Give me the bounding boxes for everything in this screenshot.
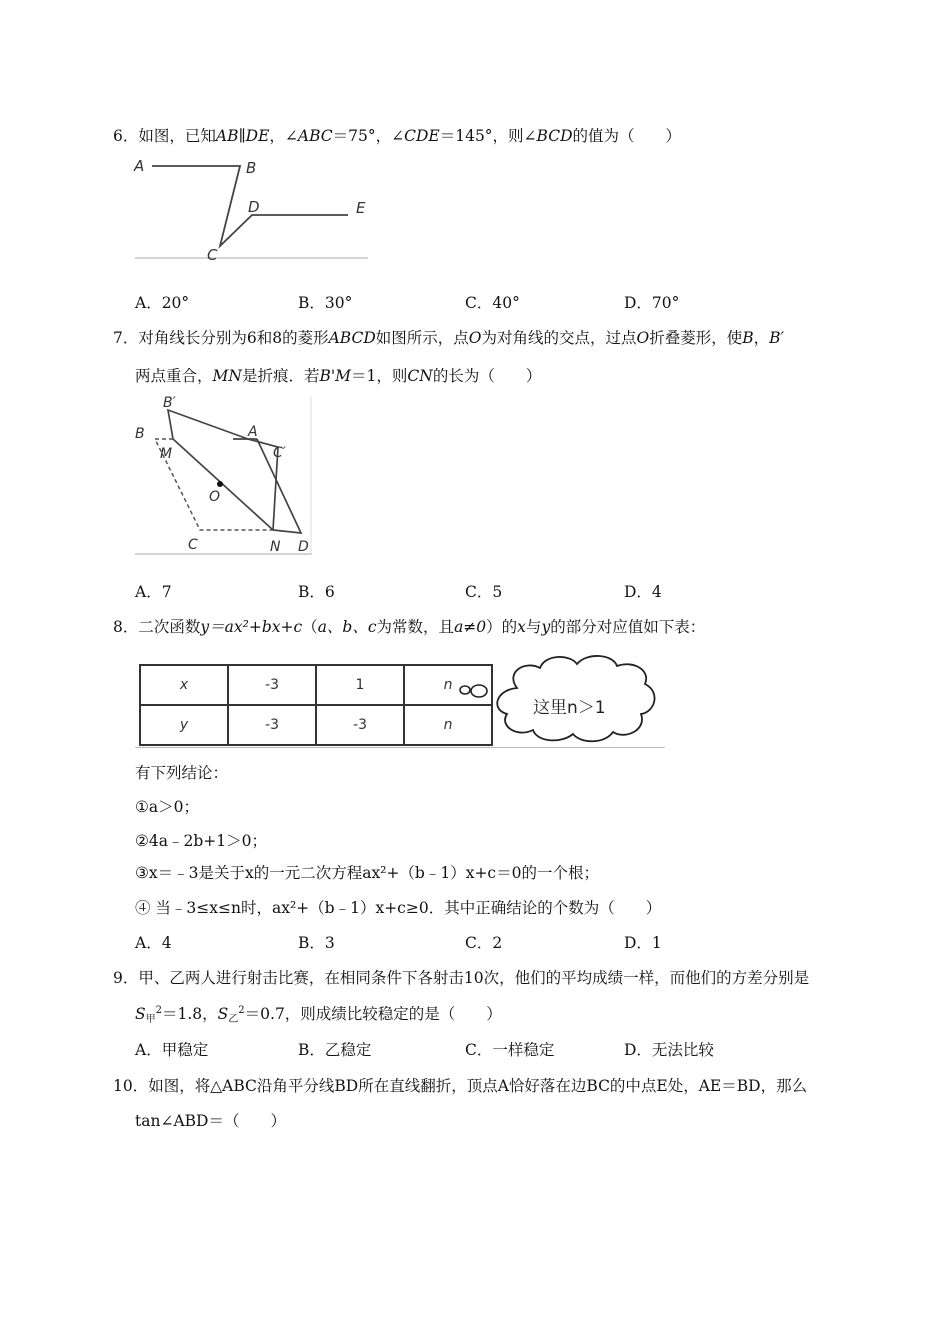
q8-number: 8．	[113, 618, 139, 636]
q8-figure	[135, 650, 665, 750]
q7-label-C: C	[188, 537, 198, 553]
q8-conclusion-2: ②4a﹣2b+1＞0；	[135, 832, 267, 850]
q8-cloud	[455, 650, 665, 746]
q8-cell-y-3: n	[404, 705, 492, 745]
q9-option-a[interactable]: A．甲稳定	[135, 1041, 209, 1059]
q7-option-d[interactable]: D．4	[624, 583, 662, 601]
q6-option-c[interactable]: C．40°	[465, 294, 520, 312]
q6-label-C: C	[207, 246, 218, 264]
q6-figure	[130, 152, 375, 264]
q7-option-c[interactable]: C．5	[465, 583, 503, 601]
q8-options	[0, 932, 950, 954]
q7-label-Bp: B′	[163, 395, 176, 411]
q9-option-d[interactable]: D．无法比较	[624, 1041, 714, 1059]
q8-stem: 8．二次函数y＝ax²+bx+c（a、b、c为常数，且a≠0）的x与y的部分对应值如下表：	[113, 618, 706, 636]
q9-option-c[interactable]: C．一样稳定	[465, 1041, 555, 1059]
q8-option-d[interactable]: D．1	[624, 934, 662, 952]
q8-option-b[interactable]: B．3	[298, 934, 335, 952]
q7-label-O: O	[209, 489, 221, 505]
q9-stem-line2: $S_甲^2=1.8$，$S_乙^2=0.7$，则成绩比较稳定的是（ ）	[135, 1005, 502, 1025]
q7-label-B: B	[135, 426, 145, 442]
q8-intro: 有下列结论：	[135, 764, 229, 782]
q8-cell-y-1: -3	[228, 705, 316, 745]
q8-cell-x-1: -3	[228, 665, 316, 705]
q8-conclusion-1: ①a＞0；	[135, 798, 199, 816]
q6-label-B: B	[246, 159, 257, 177]
q8-cell-y-2: -3	[316, 705, 404, 745]
q7-number: 7．	[113, 329, 139, 347]
q6-label-A: A	[134, 157, 145, 175]
q6-option-d[interactable]: D．70°	[624, 294, 680, 312]
q8-cell-x-2: 1	[316, 665, 404, 705]
q9-options	[0, 1039, 950, 1061]
q8-option-a[interactable]: A．4	[135, 934, 172, 952]
q7-option-a[interactable]: A．7	[135, 583, 172, 601]
q8-cell-x-label: x	[140, 665, 228, 705]
q6-option-a[interactable]: A．20°	[135, 294, 190, 312]
q10-stem-line2: tan∠ABD＝（ ）	[135, 1112, 286, 1130]
table-row	[140, 665, 492, 705]
q8-cloud-text: 这里n＞1	[533, 698, 606, 718]
q7-label-M: M	[160, 446, 173, 462]
q8-conclusion-4: ④ 当﹣3≤x≤n时，ax²+（b﹣1）x+c≥0．其中正确结论的个数为（ ）	[135, 899, 662, 917]
q6-stem: 6．如图，已知AB∥DE，∠ABC＝75°，∠CDE＝145°，则∠BCD的值为（ ）	[113, 127, 682, 145]
q7-label-Cp: C′	[273, 445, 286, 461]
q6-label-E: E	[356, 199, 366, 217]
q8-value-table	[139, 664, 493, 746]
q7-figure	[130, 392, 315, 558]
q8-cell-x-3: n	[404, 665, 492, 705]
q7-stem-line2: 两点重合，MN是折痕．若B'M＝1，则CN的长为（ ）	[135, 367, 542, 385]
q8-cell-y-label: y	[140, 705, 228, 745]
q9-stem-line1: 9．甲、乙两人进行射击比赛，在相同条件下各射击10次，他们的平均成绩一样，而他们的方差分别是	[113, 969, 810, 987]
table-row	[140, 705, 492, 745]
q7-label-D: D	[298, 539, 309, 555]
q10-stem-line1: 10．如图，将△ABC沿角平分线BD所在直线翻折，顶点A恰好落在边BC的中点E处，AE＝BD，那么	[113, 1077, 808, 1095]
q6-option-b[interactable]: B．30°	[298, 294, 353, 312]
q7-options	[0, 581, 950, 603]
q7-option-b[interactable]: B．6	[298, 583, 335, 601]
q6-number: 6．	[113, 127, 139, 145]
q6-options	[0, 292, 950, 314]
q8-conclusion-3: ③x＝﹣3是关于x的一元二次方程ax²+（b﹣1）x+c＝0的一个根；	[135, 864, 599, 882]
q9-option-b[interactable]: B．乙稳定	[298, 1041, 372, 1059]
q6-label-D: D	[248, 198, 260, 216]
q7-label-N: N	[270, 539, 281, 555]
q7-label-A: A	[248, 424, 258, 440]
q8-option-c[interactable]: C．2	[465, 934, 503, 952]
q7-stem-line1: 7．对角线长分别为6和8的菱形ABCD如图所示，点O为对角线的交点，过点O折叠菱形，使B，B′	[113, 329, 785, 347]
